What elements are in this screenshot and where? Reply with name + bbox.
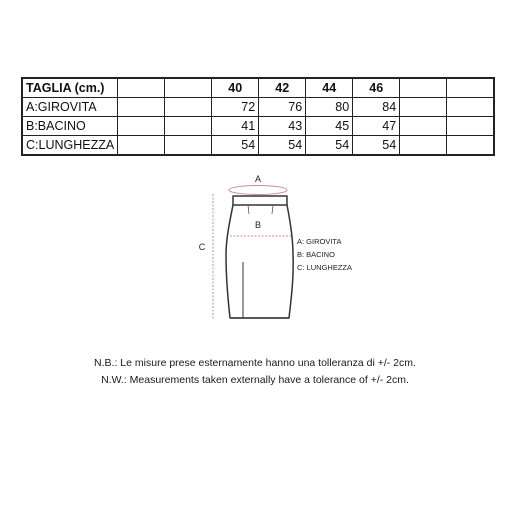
tolerance-note-italian: N.B.: Le misure prese esternamente hanno una tolleranza di +/- 2cm.: [94, 357, 416, 369]
table-cell: 72: [212, 98, 259, 117]
table-cell: 47: [353, 117, 400, 136]
size-header-cell: 46: [353, 78, 400, 98]
row-label-bacino: B:BACINO: [22, 117, 118, 136]
size-header-cell: 42: [259, 78, 306, 98]
table-cell: 54: [212, 136, 259, 156]
table-cell: 54: [259, 136, 306, 156]
dart-left: [248, 205, 249, 214]
skirt-outline: [226, 196, 293, 318]
size-header-cell: 40: [212, 78, 259, 98]
size-header-cell: 44: [306, 78, 353, 98]
legend-lunghezza: C: LUNGHEZZA: [297, 263, 353, 272]
size-header-label: TAGLIA (cm.): [22, 78, 118, 98]
table-cell: 45: [306, 117, 353, 136]
label-a: A: [254, 174, 262, 184]
table-cell: 54: [306, 136, 353, 156]
label-c: C: [198, 242, 206, 252]
table-cell: 84: [353, 98, 400, 117]
table-cell: 80: [306, 98, 353, 117]
table-cell: 41: [212, 117, 259, 136]
legend-girovita: A: GIROVITA: [297, 237, 342, 246]
label-b: B: [254, 220, 262, 230]
dart-right: [272, 205, 273, 214]
table-cell: 54: [353, 136, 400, 156]
row-label-lunghezza: C:LUNGHEZZA: [22, 136, 118, 156]
waist-measure-ellipse: [229, 186, 287, 195]
table-cell: 76: [259, 98, 306, 117]
table-cell: 43: [259, 117, 306, 136]
legend-bacino: B: BACINO: [297, 250, 335, 259]
row-label-girovita: A:GIROVITA: [22, 98, 118, 117]
tolerance-note-english: N.W.: Measurements taken externally have a tolerance of +/- 2cm.: [101, 374, 409, 386]
